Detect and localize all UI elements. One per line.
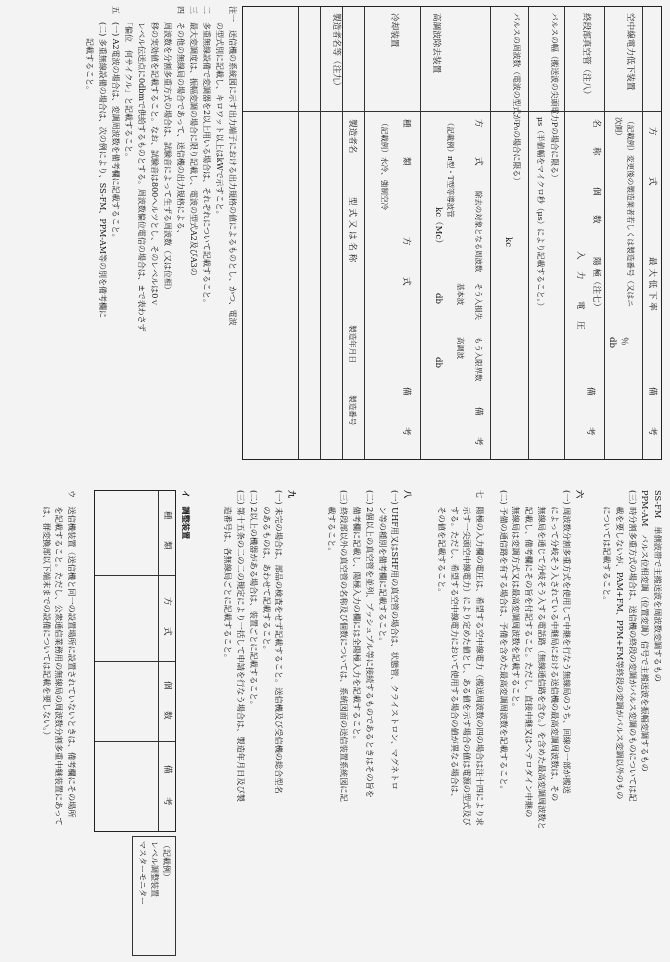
r5-fundamental: 基本波 [456,283,465,306]
section-six [497,490,586,956]
bt-h-method-b: 式 [162,627,172,636]
box-line: マスターモニター [138,841,147,905]
note-line: 注一 送信機の系統図に示す出力端子における出力規格の値によるものとし、かつ、電波 [228,6,237,326]
note-line: 記載すること。 [85,6,94,94]
r2-h-count-b: 数 [591,215,601,224]
section-heading: 九 [287,490,297,499]
text-line: のあるものは、あわせて記載すること。 [261,490,272,654]
r6-example: （記載例）水冷、強制空冷 [380,119,389,211]
text-line: その値を記載すること。 [436,490,447,597]
section-transmitter-equipment [40,490,78,956]
text-line: によって分岐そう入されている中継局における送信機の最高変調周波数は、その [549,490,560,802]
r2-h-remarks-a: 備 [585,387,595,396]
row-label-harmonic-filter: 高調波除去装置 [431,13,441,74]
r2-h-count-a: 個 [591,187,601,196]
r5-unit-freq: kc（Mc） [433,207,443,248]
row-label-antenna-power: 空中線電力低下装置 [625,13,635,91]
bt-h-method-a: 方 [162,597,172,606]
col-header-remarks-b: 考 [647,427,657,436]
text-line: (三) 終段部以外の真空管の名称及び個数については、系統図面の送信装置系統図に記 [339,490,350,802]
section-ss-fm [600,490,664,956]
text-line: (一) 未完の場合は、部品の検査をせず記載すること。送信機及び受信機の総合型名 [274,490,285,794]
text-line: する。ただし、希望する空中線電力において使用する場合の値が異なる場合は、 [449,490,460,802]
r1-example: （記載例）変更後の製造業者若しくは製造番号（又はニ [626,117,635,307]
text-line: 備考欄に記載し、陽極入力の欄には全陽極入力を記載すること。 [352,490,363,744]
r5-unit-db-b: db [433,357,443,369]
r5-h-method-a: 方 [473,119,483,128]
r2-h-input-a: 入 [575,251,585,260]
section-seven [435,490,486,956]
r6-h-remarks-a: 備 [401,387,411,396]
text-line: 造番号は、各無線局ごとに記載すること。 [223,490,234,662]
r5-h-method-b: 式 [473,157,483,166]
text-line: (二) 2以上の機器がある場合は、装置ごとに記載すること。 [248,490,259,709]
equipment-table [242,6,662,460]
bt-h-remarks-b: 考 [162,797,172,806]
bt-h-type-b: 類 [162,541,172,550]
row-label-final-tube: 終段部真空管（注八） [581,13,591,99]
r6-h-method-b: 式 [401,277,411,286]
box-line: レベル調整装置 [150,841,159,897]
text-line: については記載すること。 [602,490,613,605]
r1-sub: 次側） [614,117,623,140]
row-label-manufacturer: 製造者名等（注九） [331,13,341,91]
text-line: (三) 第十五条の二の二の規定により一括して申請を行なう場合は、製造年月日及び製 [236,490,247,802]
col-header-remarks-a: 備 [647,387,657,396]
r5-example: （記載例）π型・T型等導波管 [446,119,455,218]
r6-h-type-b: 類 [401,157,411,166]
text-line: (三) 時分割多重方式の場合は、送信機の終段の変調がパルス変調のものについては記 [627,490,638,802]
r5-unit-db-a: db [433,293,443,305]
bt-h-count-a: 個 [162,681,172,690]
note-line: 二 多重無線設備で変調器を2以上用いる場合は、それぞれについて記載すること。 [202,6,211,307]
r2-h-name-b: 称 [591,147,601,156]
r5-harmonic: 高調波 [456,337,465,360]
text-line: (二) 2個以上の真空管を並列、プッシュプル等に接続するものであるときはその旨を [364,490,375,798]
text-line: SS-FM 単側波帯で主搬送波を周波数変調するもの [653,490,663,682]
r1-unit: ％ [619,337,629,346]
text-line: (一) 周波数分割多重方式を使用して中継を行なう無線局のうち、回線の一部が搬送 [562,490,573,794]
text-line: (一) UHF用又はSHF用の真空管の場合は、状態管、クライストロン、マグネトロ [390,490,401,790]
r7-h-maker: 製造者名 [347,119,357,154]
r5-h-target-freq: 除去の対象となる周波数 [474,191,483,273]
row-label-pulse-width: パルスの幅（搬送波の尖頭電力Pの場合に限る） [550,13,559,182]
bottom-half-rotated [0,484,670,962]
r5-h-insertion-loss: そう入損失 [474,283,483,320]
r5-h-remarks-a: 備 [473,407,483,416]
note-line: 「偏位 何サイクル」と記載すること。 [124,6,133,162]
bt-h-type-a: 種 [162,511,172,520]
note-line: 三 最大変調度は、振幅変調の場合に限り記載し、電波の型式A2及びA3の [189,6,198,276]
r5-h-remarks-b: 考 [473,437,483,446]
adjuster-table [94,490,176,832]
section-heading: イ 調整装置 [181,490,191,540]
col-header-max-reduction: 最 大 低 下 率 [647,257,657,311]
r2-h-voltage-b: 圧 [575,321,585,330]
note-line: の型式別に記載し、キロワット以上はkWで示すこと。 [215,6,224,219]
table-notes [82,6,238,472]
text-line: 記載し、備考欄にその旨を付記すること。ただし、直接中継又はヘテロダイン中継の [524,490,535,818]
text-line: 無線局を通じて分岐そう入する電話路（無線通信路を含む。）を含めた最高変調周波数と [536,490,547,830]
r6-h-method-a: 方 [401,237,411,246]
r2-h-name-a: 名 [591,119,601,128]
text-line: 載すること。 [326,490,337,556]
row-label-pulse-frequency: パルスの周波数（電波の型式がP₀の場合に限る） [512,13,521,185]
section-nine [222,490,298,956]
text-line: を記載すること。ただし、公衆通信業務用の無線局の周波数分割多重中継装置にあって [54,490,65,826]
r3-text: μs（半値幅をマイクロ秒（μs）により記載すること。） [536,117,545,311]
note-line: (二) 多重無線設備の場合は、次の例により、SS-FM、PPM-AM等の別を備考欄に [98,6,107,318]
box-line: （記載例） [162,841,171,881]
text-line: 載を要しないが、PAM+FM、PPM+FM等終段の変調がパルス変調以外のもの [614,490,625,800]
note-line: 五 (一) A2電波の場合は、変調周波数を備考欄に記載すること。 [111,6,120,242]
r6-h-type-a: 種 [401,119,411,128]
r2-h-anode: 陽 極（注七） [591,257,601,312]
section-heading: 八 [403,490,413,499]
note-line: 四 その他の無線局の場合であって、送信機の出力規格による、 [176,6,185,238]
r2-h-input-b: 力 [575,271,585,280]
text-line: (二) 予備の通信路を有する場合は、予備を含めた最高変調周波数を記載すること。 [498,490,509,794]
col-header-method-a: 方 [647,127,657,136]
text-line: は、群変換部以下端末までの設備については記載を要しない。） [41,490,52,740]
row-label-cooling: 冷却装置 [389,13,399,48]
top-half-rotated [0,0,670,478]
text-line: 七 陽極の入力欄の電圧は、希望する空中線電力（搬送周波数の四の場合は注十四により求 [475,490,485,826]
col-header-method-b: 式 [647,177,657,186]
r7-h-model: 型 式 又 は 名 称 [347,197,357,263]
r4-unit: kc [503,237,513,248]
r2-unit: db [607,337,617,349]
note-line: 移の実効値を記載すること。なお、試験音は800ヘルツとし、そのレベルは0ｖ [150,6,159,307]
text-line: 無線局は変調方式又は最高変調周波数を記載すること。 [511,490,522,712]
text-line: ン等の種別を備考欄に記載すること。 [377,490,388,646]
bt-h-remarks-a: 備 [162,765,172,774]
note-line: レベル伝送点に0dbmで供給するものとする。周波数偏位電信の場合は、±で表わさず [137,6,146,332]
section-adjuster [179,490,192,956]
section-eight [325,490,414,956]
note-line: 周波数を分割多重方式の場合は、試験音によって生ずる周波数（又は位相） [163,6,172,294]
r2-h-remarks-b: 考 [585,427,595,436]
section-heading: 六 [575,490,585,499]
text-line: 示す一尖頭空中線電力）により定めた値とし、ある値を示す場合の値は電源の型式及び [462,490,473,826]
bt-h-count-b: 数 [162,711,172,720]
text-line: ウ 送信機装置（送信機と同一の設置場所に設置されていないときは、備考欄にその場所 [67,490,77,818]
adjuster-example-box [132,836,176,956]
r7-h-serial: 製造番号 [348,395,357,426]
r6-h-remarks-b: 考 [401,427,411,436]
r5-h-limit: もう入限界数 [474,337,483,382]
r2-h-voltage-a: 電 [575,301,585,310]
text-line: PPM-AM パルス位相変調（位置変調）信号で主搬送波を振幅変調するもの [640,490,651,772]
r7-h-date: 製造年月日 [348,325,357,363]
